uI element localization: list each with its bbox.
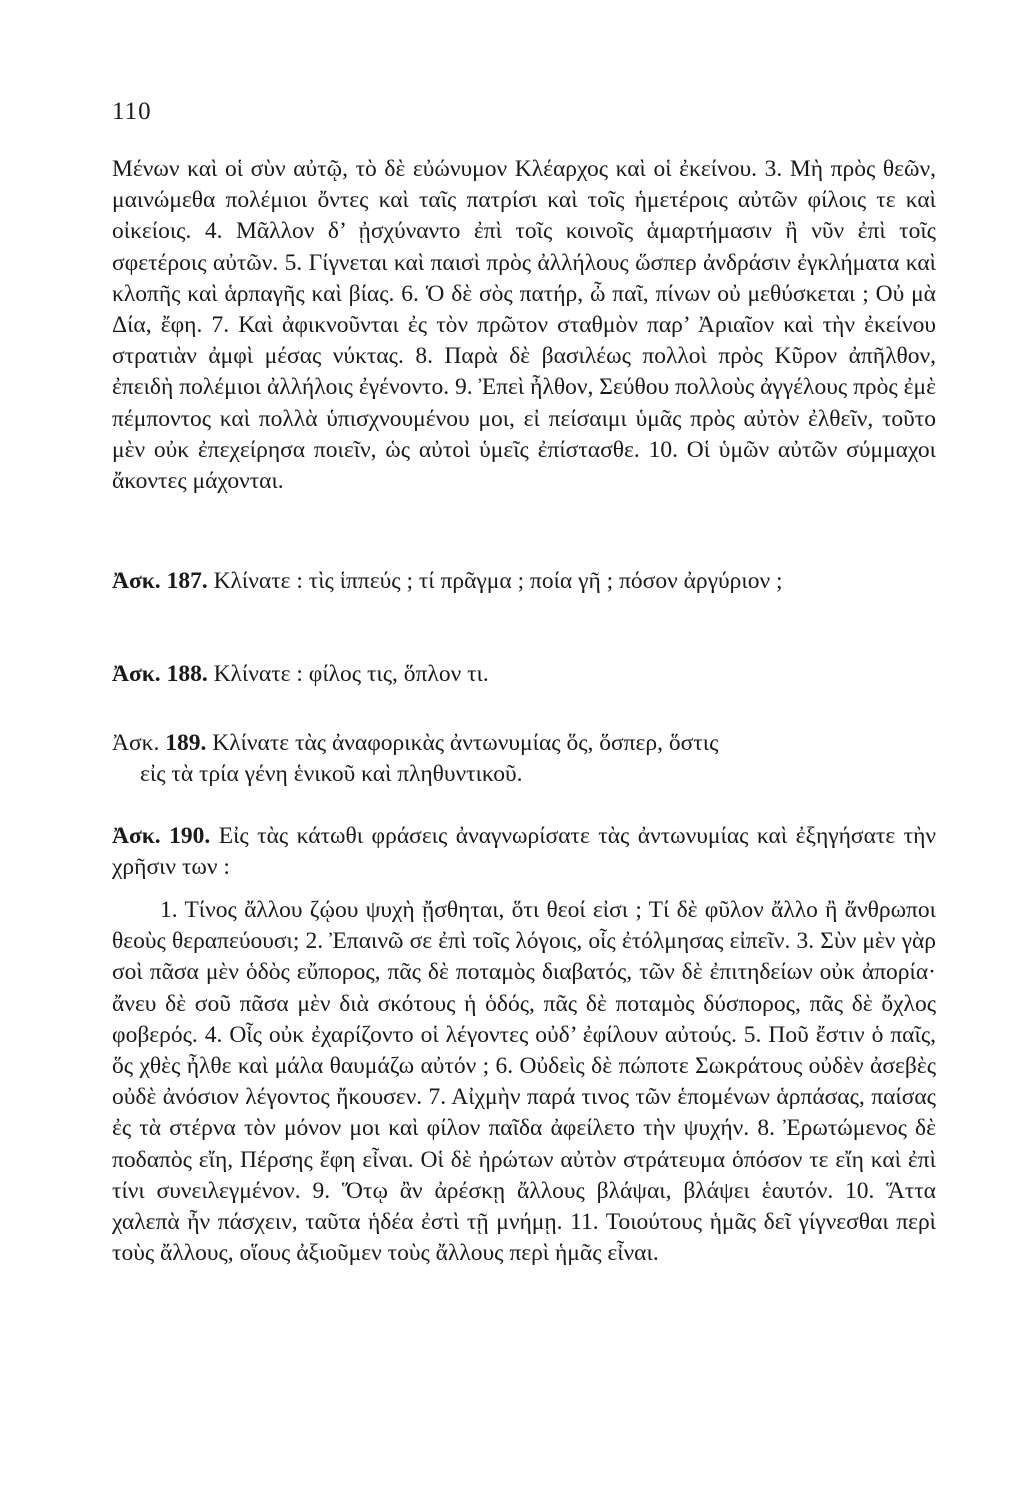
exercise-text: Εἰς τὰς κάτωθι φράσεις ἀναγνωρίσατε τὰς ἀντωνυμίας καὶ ἐξηγήσατε τὴν χρῆσιν των : — [112, 823, 937, 881]
reading-passage: Μένων καὶ οἱ σὺν αὐτῷ, τὸ δὲ εὐώνυμον Κλέαρχος καὶ οἱ ἐκείνου. 3. Μὴ πρὸς θεῶν, μαινώμεθα πολέμιοι ὄντες καὶ ταῖς πατρίσι καὶ τοῖς ἡμετέροις αὐτῶν φίλοις τε καὶ οἰκείοις. 4. Μᾶλλον δ’ ᾐσχύναντο ἐπὶ τοῖς κοινοῖς ἁμαρτήμασιν ἢ νῦν ἐπὶ τοῖς σφετέροις αὐτῶν. 5. Γίγνεται καὶ παισὶ πρὸς ἀλλήλους ὥσπερ ἀνδράσιν ἐγκλήματα καὶ κλοπῆς καὶ ἁρπαγῆς καὶ βίας. 6. Ὁ δὲ σὸς πατήρ, ὦ παῖ, πίνων οὐ μεθύσκεται ; Οὐ μὰ Δία, ἔφη. 7. Καὶ ἀφικνοῦνται ἐς τὸν πρῶτον σταθμὸν παρ’ Ἀριαῖον καὶ τὴν ἐκείνου στρατιὰν ἀμφὶ μέσας νύκτας. 8. Παρὰ δὲ βασιλέως πολλοὶ πρὸς Κῦρον ἀπῆλθον, ἐπειδὴ πολέμιοι ἀλλήλοις ἐγένοντο. 9. Ἐπεὶ ἦλθον, Σεύθου πολλοὺς ἀγγέλους πρὸς ἐμὲ πέμποντος καὶ πολλὰ ὑπισχνουμένου μοι, εἰ πείσαιμι ὑμᾶς πρὸς αὐτὸν ἐλθεῖν, τοῦτο μὲν οὐκ ἐπεχείρησα ποιεῖν, ὡς αὐτοὶ ὑμεῖς ἐπίστασθε. 10. Οἱ ὑμῶν αὐτῶν σύμμαχοι ἄκοντες μάχονται. — [112, 156, 936, 495]
exercise-number: 189. — [165, 730, 207, 756]
exercise-label: Ἀσκ. — [112, 823, 161, 849]
exercise-number: 190. — [169, 823, 211, 849]
page-number: 110 — [112, 98, 152, 125]
exercise-label: Ἀσκ. — [112, 568, 161, 594]
exercise-number: 188. — [166, 661, 208, 687]
exercise-190-sentences: 1. Τίνος ἄλλου ζῴου ψυχὴ ᾔσθηται, ὅτι θεοί εἰσι ; Τί δὲ φῦλον ἄλλο ἢ ἄνθρωποι θεοὺς θεραπεύουσι; 2. Ἐπαινῶ σε ἐπὶ τοῖς λόγοις, οἷς ἐτόλμησας εἰπεῖν. 3. Σὺν μὲν γὰρ σοὶ πᾶσα μὲν ὁδὸς εὔπορος, πᾶς δὲ ποταμὸς διαβατός, τῶν δὲ ἐπιτηδείων οὐκ ἀπορία· ἄνευ δὲ σοῦ πᾶσα μὲν διὰ σκότους ἡ ὁδός, πᾶς δὲ ποταμὸς δύσπορος, πᾶς δὲ ὄχλος φοβερός. 4. Οἷς οὐκ ἐχαρίζοντο οἱ λέγοντες οὐδ’ ἐφίλουν αὐτούς. 5. Ποῦ ἔστιν ὁ παῖς, ὅς χθὲς ἦλθε καὶ μάλα θαυμάζω αὐτόν ; 6. Οὐδεὶς δὲ πώποτε Σωκράτους οὐδὲν ἀσεβὲς οὐδὲ ἀνόσιον λέγοντος ἤκουσεν. 7. Αἰχμὴν παρά τινος τῶν ἑπομένων ἁρπάσας, παίσας ἐς τὰ στέρνα τὸν μόνον μοι καὶ φίλον παῖδα ἀφείλετο τὴν ψυχήν. 8. Ἐρωτώμενος δὲ ποδαπὸς εἴη, Πέρσης ἔφη εἶναι. Οἱ δὲ ἠρώτων αὐτὸν στράτευμα ὁπόσον τε εἴη καὶ ἐπὶ τίνι συνειλεγμένον. 9. Ὅτῳ ἂν ἀρέσκῃ ἄλλους βλάψαι, βλάψει ἑαυτόν. 10. Ἅττα χαλεπὰ ἦν πάσχειν, ταῦτα ἡδέα ἐστὶ τῇ μνήμῃ. 11. Τοιούτους ἡμᾶς δεῖ γίγνεσθαι περὶ τοὺς ἄλλους, οἵους ἀξιοῦμεν τοὺς ἄλλους περὶ ἡμᾶς εἶναι. — [112, 897, 936, 1267]
exercise-continuation: εἰς τὰ τρία γένη ἑνικοῦ καὶ πληθυντικοῦ. — [140, 761, 523, 788]
exercise-187 — [112, 566, 936, 597]
exercise-188 — [112, 659, 936, 690]
exercise-text: Κλίνατε τὰς ἀναφορικὰς ἀντωνυμίας ὅς, ὅσπερ, ὅστις — [212, 730, 719, 756]
exercise-text: Κλίνατε : τὶς ἱππεύς ; τί πρᾶγμα ; ποία γῆ ; πόσον ἀργύριον ; — [213, 568, 783, 594]
exercise-190 — [112, 821, 936, 883]
exercise-label: Ἀσκ. — [112, 730, 160, 756]
exercise-189 — [112, 728, 936, 790]
exercise-text: Κλίνατε : φίλος τις, ὅπλον τι. — [213, 661, 489, 687]
exercise-label: Ἀσκ. — [112, 661, 161, 687]
exercise-number: 187. — [166, 568, 208, 594]
